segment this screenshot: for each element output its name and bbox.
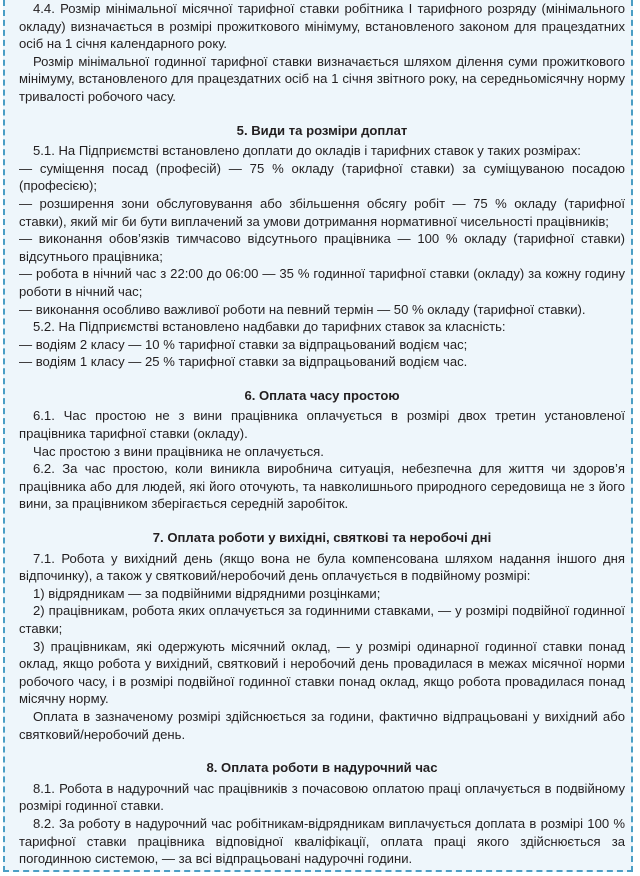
paragraph-4-4-hourly: Розмір мінімальної годинної тарифної ставки визначається шляхом ділення суми прожиткового мінімуму, встановленого для працездатних осіб на 1 січня звітного року, на середньомісячну норму тривалості робочого часу. <box>19 53 625 104</box>
section-title-8: 8. Оплата роботи в надурочний час <box>206 760 438 776</box>
section-title-7: 7. Оплата роботи у вихідні, святкові та неробочі дні <box>152 530 492 546</box>
list-item: 3) працівникам, які одержують місячний оклад, — у розмірі одинарної годинної ставки понад оклад, якщо робота у вихідний, святковий і неробочий день провадилася в межах місячної норми робочого часу, і в розмірі подвійної годинної ставки понад оклад, якщо робота провадилася понад місячну норму. <box>19 638 625 707</box>
document-body <box>19 0 625 868</box>
list-item: — робота в нічний час з 22:00 до 06:00 — 35 % годинної тарифної ставки (окладу) за кожну годину роботи в нічний час; <box>19 266 625 299</box>
paragraph-5-1: 5.1. На Підприємстві встановлено доплати до окладів і тарифних ставок у таких розмірах: <box>33 143 581 159</box>
list-item: — виконання обов’язків тимчасово відсутнього працівника — 100 % окладу (тарифної ставки) відсутнього працівника; <box>19 231 625 264</box>
list-item: 2) працівникам, робота яких оплачується за годинними ставками, — у розмірі подвійної годинної ставки; <box>19 603 625 636</box>
paragraph-6-1-note: Час простою з вини працівника не оплачується. <box>33 443 324 459</box>
list-item: — виконання особливо важливої роботи на певний термін — 50 % окладу (тарифної ставки). <box>19 301 586 317</box>
paragraph-8-2: 8.2. За роботу в надурочний час робітникам-відрядникам виплачується доплата в розмірі 100 % тарифної ставки працівника відповідної кваліфікації, оплата праці якого здійснюється за погодинною системою, — за всі відпрацьовані надурочні години. <box>19 815 625 867</box>
list-item: — розширення зони обслуговування або збільшення обсягу робіт — 75 % окладу (тарифної ставки), який міг би бути виплачений за умови дотримання нормативної чисельності працівників; <box>19 195 625 229</box>
list-item: — суміщення посад (професій) — 75 % окладу (тарифної ставки) за суміщуваною посадою (професією); <box>19 160 625 194</box>
list-item: 1) відрядникам — за подвійними відрядними розцінками; <box>33 585 381 601</box>
paragraph-6-1: 6.1. Час простою не з вини працівника оплачується в розмірі двох третин установленої працівника тарифної ставки (окладу). <box>19 408 625 442</box>
paragraph-8-1: 8.1. Робота в надурочний час працівників з почасовою оплатою праці оплачується в подвійному розмірі годинної ставки. <box>19 780 625 814</box>
list-item: — водіям 2 класу — 10 % тарифної ставки за відпрацьований водієм час; <box>19 336 468 352</box>
paragraph-5-2: 5.2. На Підприємстві встановлено надбавки до тарифних ставок за класність: <box>33 319 506 335</box>
section-title-6: 6. Оплата часу простою <box>244 387 400 403</box>
list-item: — водіям 1 класу — 25 % тарифної ставки за відпрацьований водієм час. <box>19 354 468 370</box>
paragraph-7-1: 7.1. Робота у вихідний день (якщо вона не була компенсована шляхом надання іншого дня відпочинку), а також у святковий/неробочий день оплачується в подвійному розмірі: <box>19 550 625 584</box>
document-panel <box>3 0 633 872</box>
section-title-5: 5. Види та розміри доплат <box>236 122 408 138</box>
paragraph-6-2: 6.2. За час простою, коли виникла виробнича ситуація, небезпечна для життя чи здоров’я працівника або для людей, які його оточують, та навколишнього природного середовища не з його вини, за працівником зберігається середній заробіток. <box>19 461 625 512</box>
paragraph-7-note: Оплата в зазначеному розмірі здійснюється за години, фактично відпрацьовані у вихідний або святковий/неробочий день. <box>19 708 625 742</box>
paragraph-4-4: 4.4. Розмір мінімальної місячної тарифної ставки робітника I тарифного розряду (мінімального окладу) визначається в розмірі прожиткового мінімуму, встановленого законом для працездатних осіб на 1 січня календарного року. <box>19 1 625 52</box>
